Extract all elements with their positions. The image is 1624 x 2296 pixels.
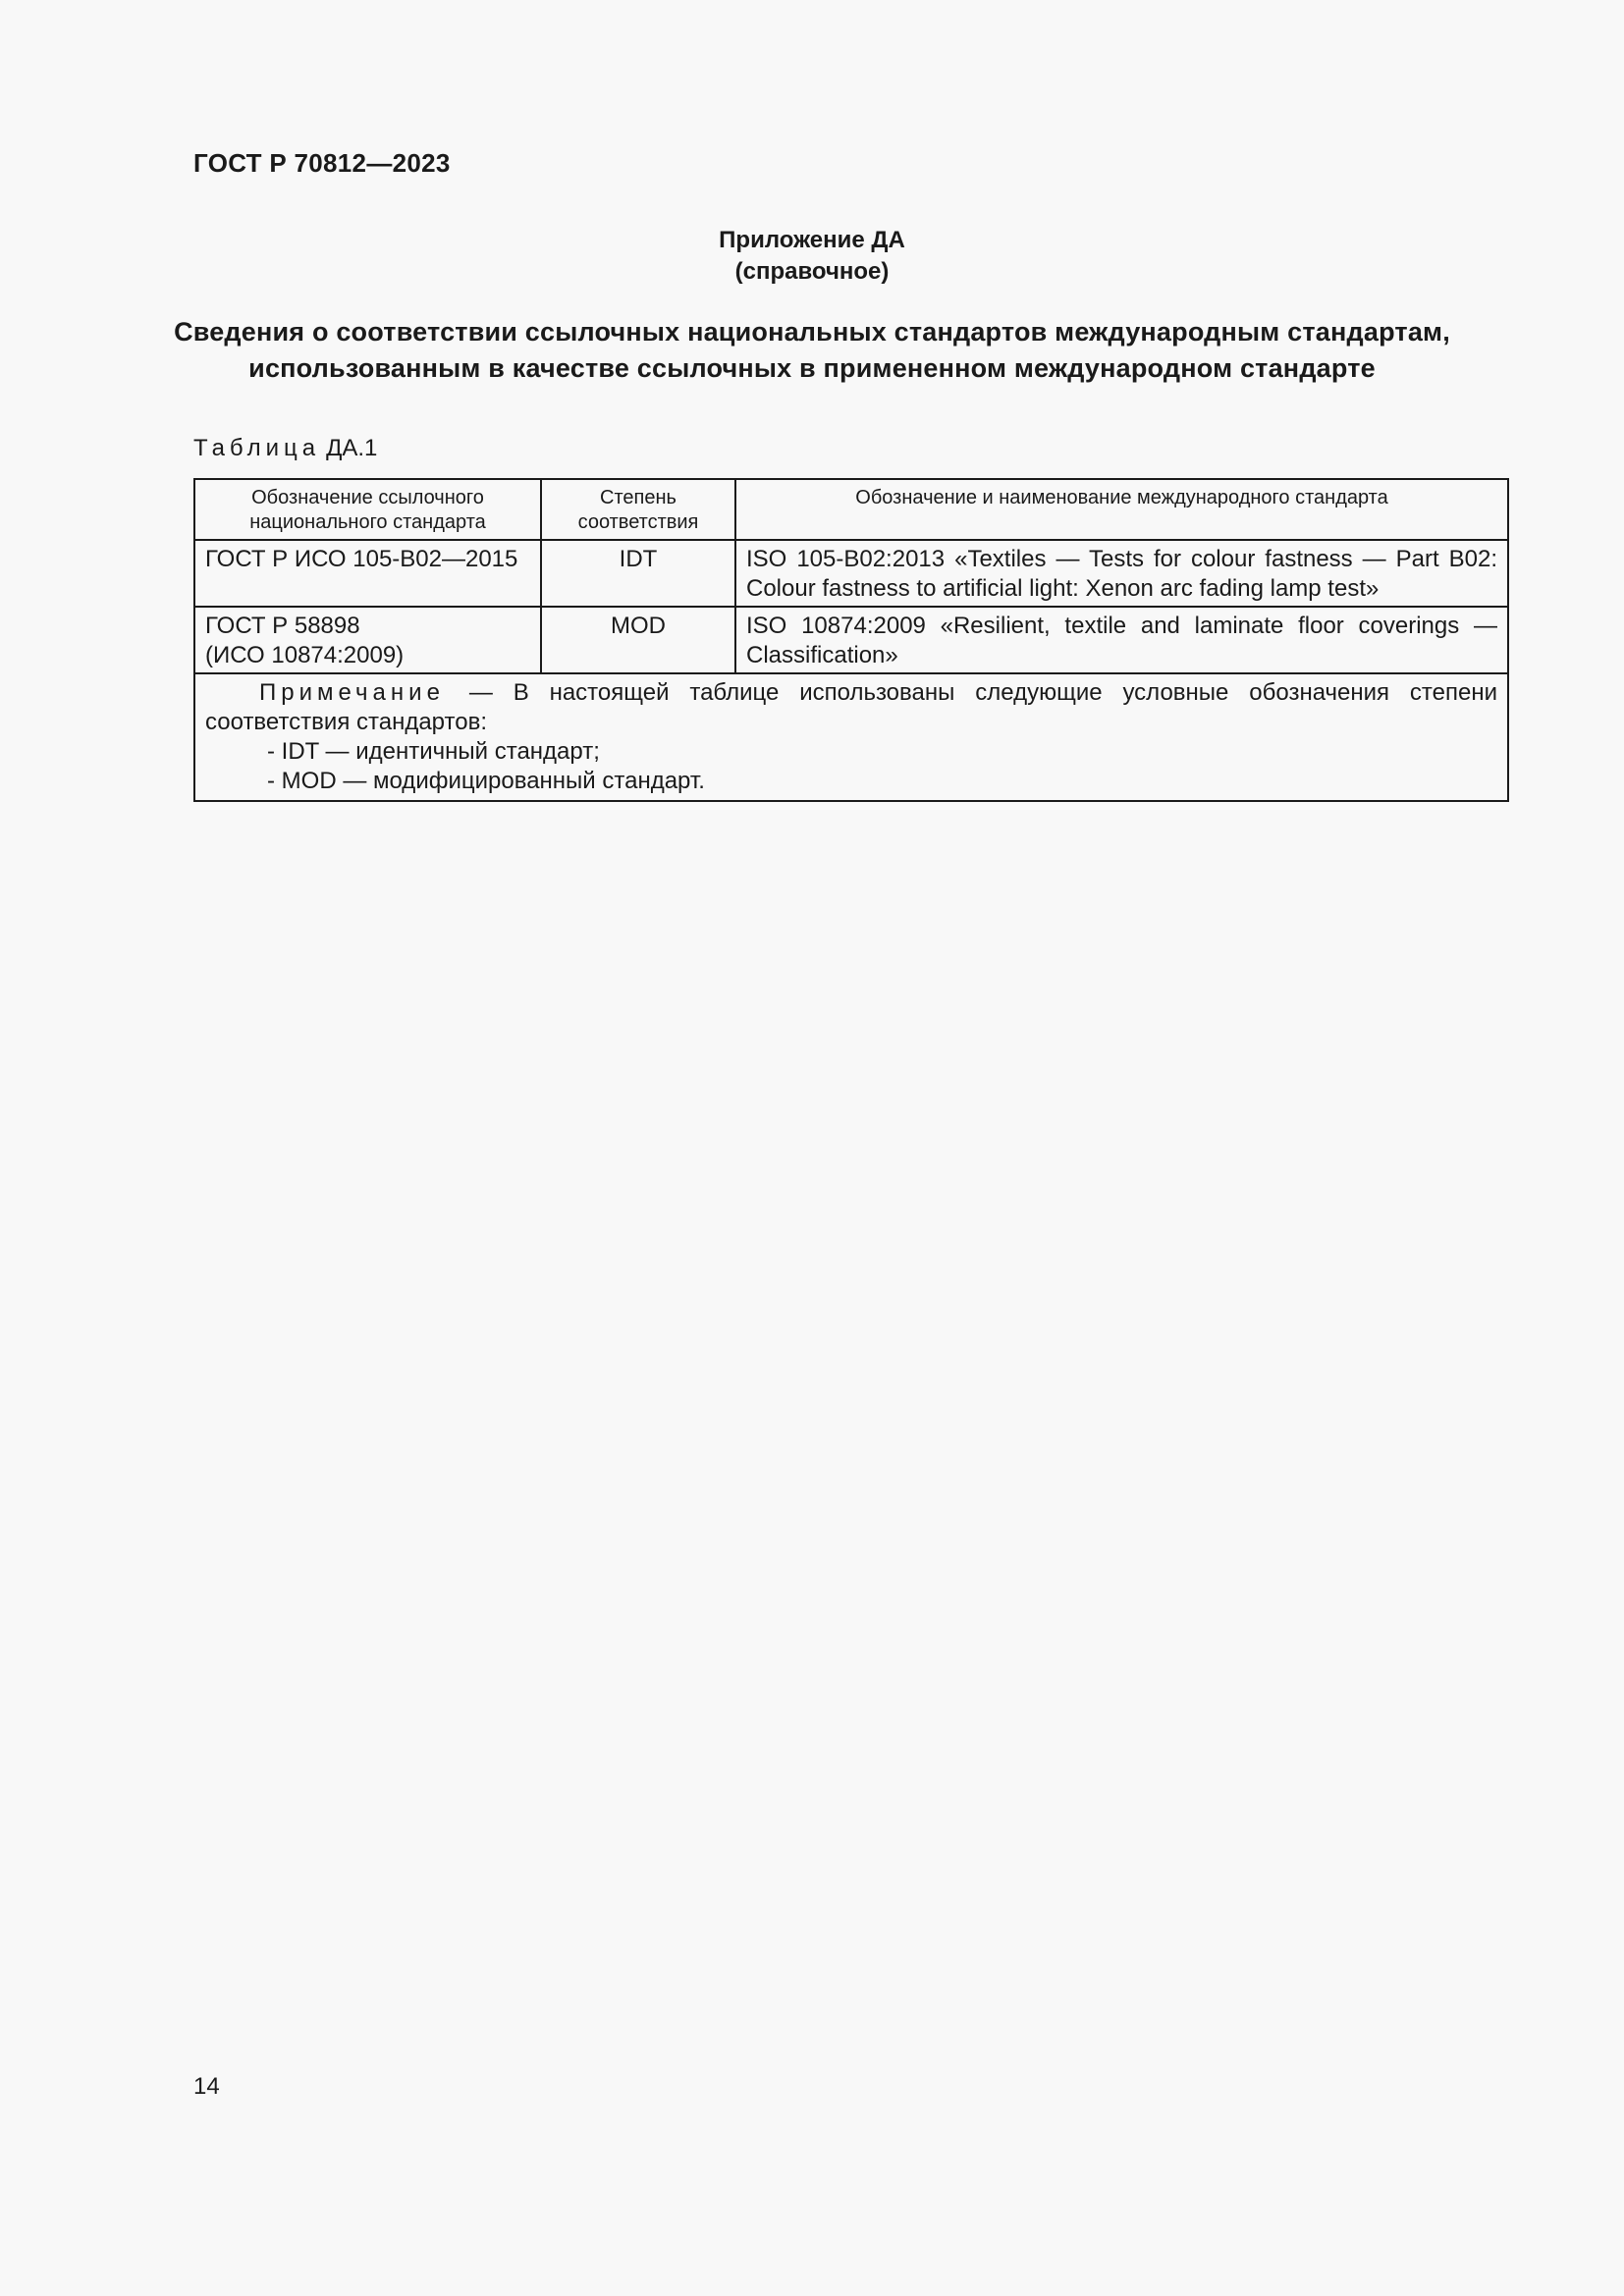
table-caption-number: ДА.1 bbox=[326, 435, 378, 461]
national-standard-line-2: (ИСО 10874:2009) bbox=[205, 642, 405, 668]
document-code: ГОСТ Р 70812—2023 bbox=[193, 148, 451, 178]
cell-degree: IDT bbox=[541, 540, 735, 607]
national-standard-line-1: ГОСТ Р ИСО 105-В02—2015 bbox=[205, 546, 518, 572]
table-note-row bbox=[194, 673, 1508, 801]
page-number: 14 bbox=[193, 2073, 220, 2100]
header-national-standard bbox=[194, 479, 541, 540]
national-standard-line-1: ГОСТ Р 58898 bbox=[205, 613, 360, 639]
header-national-line-2: национального стандарта bbox=[249, 511, 486, 533]
cell-national-standard bbox=[194, 540, 541, 607]
heading-line-2: использованным в качестве ссылочных в примененном международном стандарте bbox=[248, 353, 1376, 383]
cell-degree: MOD bbox=[541, 607, 735, 673]
header-national-line-1: Обозначение ссылочного bbox=[251, 487, 484, 508]
note-text: — В настоящей таблице использованы следующие условные обозначения степени соответствия стандартов: bbox=[205, 679, 1498, 735]
cell-national-standard bbox=[194, 607, 541, 673]
table-caption-label: Таблица bbox=[193, 435, 321, 461]
section-heading bbox=[147, 314, 1477, 387]
table-row bbox=[194, 607, 1508, 673]
appendix-block bbox=[0, 225, 1624, 288]
note-label: Примечание bbox=[259, 679, 445, 706]
table-caption bbox=[193, 435, 377, 462]
table-row bbox=[194, 540, 1508, 607]
cell-international-standard: ISO 105-B02:2013 «Textiles — Tests for colour fastness — Part B02: Colour fastness to artificial light: Xenon arc fading lamp test» bbox=[735, 540, 1508, 607]
header-degree-line-1: Степень bbox=[600, 487, 677, 508]
cell-international-standard: ISO 10874:2009 «Resilient, textile and laminate floor coverings — Classification» bbox=[735, 607, 1508, 673]
header-degree bbox=[541, 479, 735, 540]
table-header-row bbox=[194, 479, 1508, 540]
header-degree-line-2: соответствия bbox=[577, 511, 699, 533]
appendix-type: (справочное) bbox=[734, 258, 890, 285]
appendix-title: Приложение ДА bbox=[719, 227, 905, 253]
correspondence-table bbox=[193, 478, 1509, 802]
note-item-idt: - IDT — идентичный стандарт; bbox=[267, 738, 600, 765]
table-note bbox=[194, 673, 1508, 801]
note-item-mod: - MOD — модифицированный стандарт. bbox=[267, 768, 705, 794]
header-international-standard: Обозначение и наименование международного стандарта bbox=[735, 479, 1508, 540]
heading-line-1: Сведения о соответствии ссылочных национальных стандартов международным стандартам, bbox=[174, 317, 1450, 347]
